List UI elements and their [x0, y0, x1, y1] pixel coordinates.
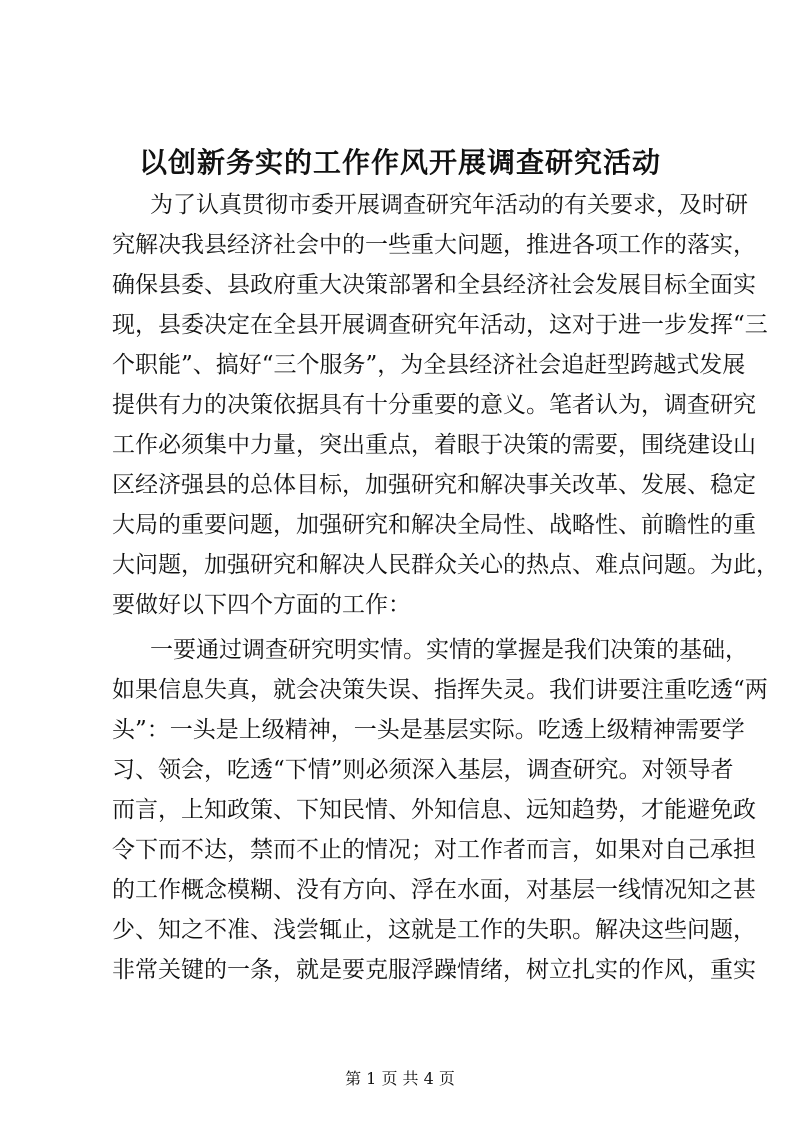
- document-title: 以创新务实的工作作风开展调查研究活动: [138, 146, 661, 179]
- paragraph-line: 的工作概念模糊、没有方向、浮在水面，对基层一线情况知之甚: [112, 877, 756, 903]
- paragraph-line: 现，县委决定在全县开展调查研究年活动，这对于进一步发挥“三: [112, 312, 768, 338]
- paragraph-line: 提供有力的决策依据具有十分重要的意义。笔者认为，调查研究: [112, 392, 756, 418]
- paragraph-line: 究解决我县经济社会中的一些重大问题，推进各项工作的落实，: [112, 232, 756, 258]
- paragraph-line: 大问题，加强研究和解决人民群众关心的热点、难点问题。为此，: [112, 552, 779, 578]
- paragraph-line: 区经济强县的总体目标，加强研究和解决事关改革、发展、稳定: [112, 472, 756, 498]
- paragraph-line: 少、知之不准、浅尝辄止，这就是工作的失职。解决这些问题，: [112, 917, 756, 943]
- paragraph-line: 而言，上知政策、下知民情、外知信息、远知趋势，才能避免政: [112, 797, 756, 823]
- paragraph-line: 为了认真贯彻市委开展调查研究年活动的有关要求，及时研: [150, 192, 748, 218]
- paragraph-line: 工作必须集中力量，突出重点，着眼于决策的需要，围绕建设山: [112, 432, 756, 458]
- paragraph-line: 习、领会，吃透“下情”则必须深入基层，调查研究。对领导者: [112, 757, 734, 783]
- paragraph-line: 个职能”、搞好“三个服务”，为全县经济社会追赶型跨越式发展: [112, 352, 746, 378]
- paragraph-line: 如果信息失真，就会决策失误、指挥失灵。我们讲要注重吃透“两: [112, 677, 768, 703]
- paragraph-line: 令下而不达，禁而不止的情况；对工作者而言，如果对自己承担: [112, 837, 756, 863]
- paragraph-line: 一要通过调查研究明实情。实情的掌握是我们决策的基础，: [150, 637, 748, 663]
- paragraph-line: 确保县委、县政府重大决策部署和全县经济社会发展目标全面实: [112, 272, 756, 298]
- paragraph-line: 非常关键的一条，就是要克服浮躁情绪，树立扎实的作风，重实: [112, 957, 756, 983]
- paragraph-line: 要做好以下四个方面的工作：: [112, 592, 411, 618]
- paragraph-line: 头”：一头是上级精神，一头是基层实际。吃透上级精神需要学: [112, 717, 745, 743]
- paragraph-line: 大局的重要问题，加强研究和解决全局性、战略性、前瞻性的重: [112, 512, 756, 538]
- page-footer: 第 1 页 共 4 页: [345, 1069, 455, 1088]
